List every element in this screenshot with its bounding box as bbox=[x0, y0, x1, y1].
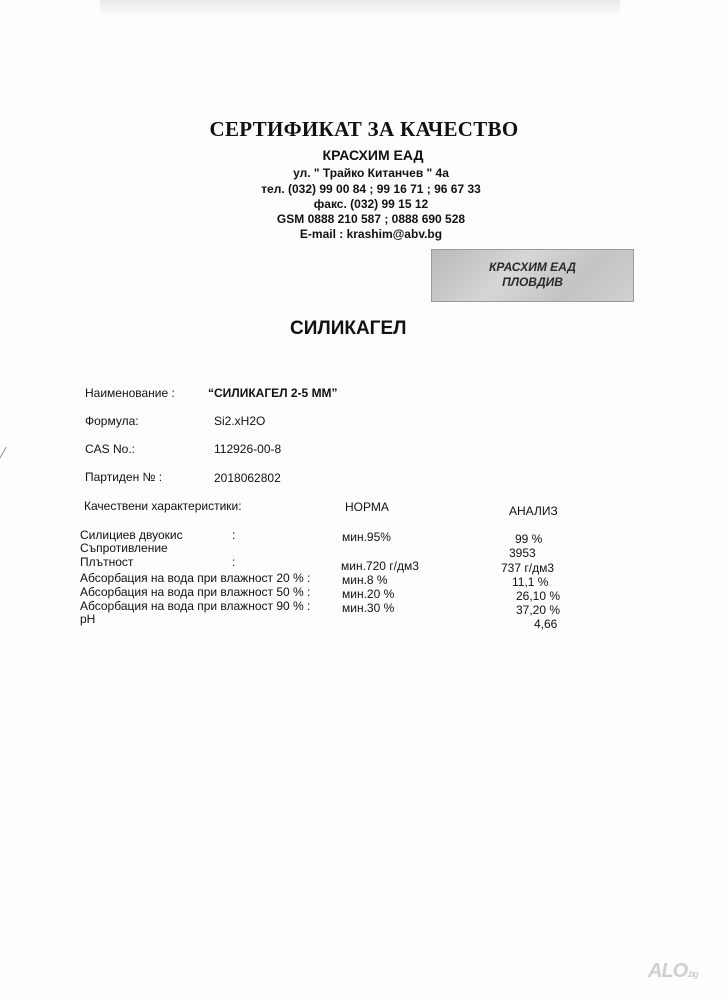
cas-value: 112926-00-8 bbox=[214, 442, 282, 456]
row-norm: мин.95% bbox=[342, 530, 391, 544]
company-stamp bbox=[431, 249, 634, 302]
company-name: КРАСХИМ ЕАД bbox=[322, 147, 424, 163]
formula-value: Si2.xH2O bbox=[214, 414, 266, 428]
row-analysis: 3953 bbox=[509, 546, 536, 560]
stamp-line-1: КРАСХИМ ЕАД bbox=[489, 260, 576, 274]
formula-label: Формула: bbox=[85, 414, 139, 428]
row-analysis: 11,1 % bbox=[512, 575, 549, 589]
certificate-title: СЕРТИФИКАТ ЗА КАЧЕСТВО bbox=[209, 117, 519, 141]
row-name: Абсорбация на вода при влажност 90 % : bbox=[80, 599, 311, 613]
row-name: Абсорбация на вода при влажност 50 % : bbox=[80, 585, 311, 599]
company-gsm: GSM 0888 210 587 ; 0888 690 528 bbox=[276, 212, 466, 226]
row-analysis: 99 % bbox=[515, 532, 543, 546]
batch-value: 2018062802 bbox=[214, 471, 281, 485]
row-name: Съпротивление bbox=[80, 541, 168, 555]
company-fax: факс. (032) 99 15 12 bbox=[313, 197, 429, 211]
row-norm: мин.20 % bbox=[342, 587, 395, 601]
row-norm: мин.8 % bbox=[342, 573, 388, 587]
company-phone: тел. (032) 99 00 84 ; 99 16 71 ; 96 67 33 bbox=[261, 182, 481, 196]
stamp-line-2: ПЛОВДИВ bbox=[502, 275, 563, 289]
row-name: Абсорбация на вода при влажност 20 % : bbox=[80, 571, 311, 585]
site-watermark: ALO.bg bbox=[648, 960, 698, 982]
row-norm: мин.30 % bbox=[342, 601, 395, 615]
row-colon: : bbox=[232, 528, 236, 542]
name-label: Наименование : bbox=[85, 386, 175, 400]
row-name: Плътност bbox=[80, 555, 134, 569]
characteristics-heading: Качествени характеристики: bbox=[84, 499, 242, 513]
row-analysis: 737 г/дм3 bbox=[501, 561, 554, 575]
row-analysis: 26,10 % bbox=[516, 589, 561, 603]
scan-smudge bbox=[100, 0, 620, 18]
company-email: E-mail : krashim@abv.bg bbox=[299, 227, 443, 241]
row-analysis: 4,66 bbox=[534, 617, 558, 631]
company-address: ул. " Трайко Китанчев " 4а bbox=[293, 166, 449, 180]
row-norm: мин.720 г/дм3 bbox=[341, 559, 419, 573]
name-value: “СИЛИКАГЕЛ 2-5 ММ” bbox=[208, 386, 338, 400]
row-name: pH bbox=[80, 612, 96, 626]
analysis-column-header: АНАЛИЗ bbox=[509, 504, 558, 518]
row-analysis: 37,20 % bbox=[516, 603, 561, 617]
product-title: СИЛИКАГЕЛ bbox=[290, 318, 407, 339]
batch-label: Партиден № : bbox=[85, 470, 163, 484]
norm-column-header: НОРМА bbox=[345, 500, 389, 514]
cas-label: CAS No.: bbox=[85, 442, 136, 456]
scan-mark bbox=[0, 447, 25, 467]
row-colon: : bbox=[232, 555, 236, 569]
row-name: Силициев двуокис bbox=[80, 528, 183, 542]
